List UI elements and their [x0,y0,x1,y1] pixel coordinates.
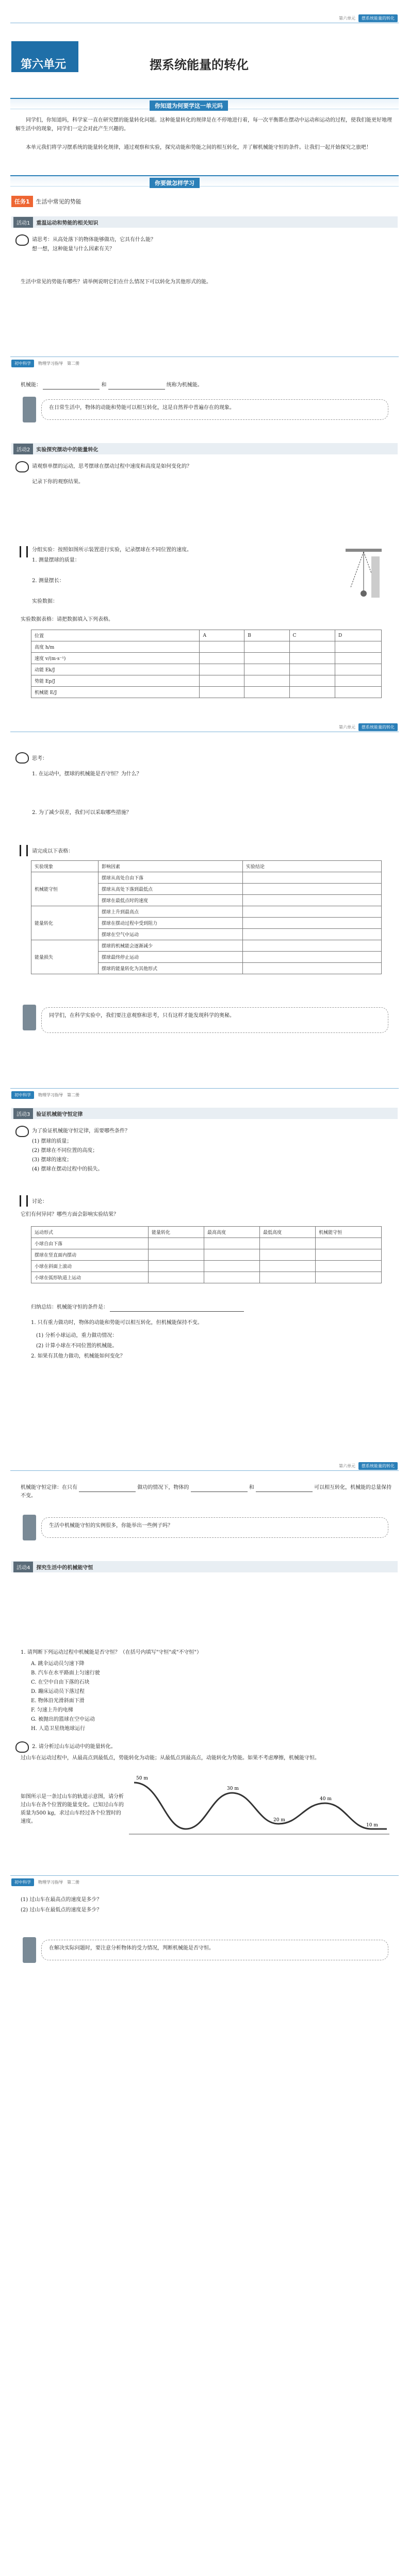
table-header: 影响因素 [99,861,243,872]
height-label: 50 m [136,1776,148,1781]
table-cell[interactable] [200,653,244,664]
table-cell[interactable] [335,641,382,653]
table-row [31,1249,382,1261]
table-cell: 摆球最终停止运动 [99,952,243,963]
think-icon [15,234,29,246]
table-cell[interactable] [260,1238,316,1249]
activity-bar [11,1108,398,1119]
table-cell: 摆球的能量转化为其他形式 [99,963,243,974]
table-cell[interactable] [200,687,244,698]
task-title: 生活中常见的势能 [36,198,81,205]
activity-number: 活动4 [13,1562,33,1572]
table-cell: 摆球在最低点时的速度 [99,895,243,906]
experiment-icon [20,1195,28,1207]
row-label: 摆球在竖直面内摆动 [31,1249,149,1261]
option-item: D. 蹦床运动员下落过程 [31,1689,85,1694]
table-cell: 摆球的机械能会逐渐减少 [99,940,243,952]
table-cell[interactable] [335,687,382,698]
fill-label: 和 [249,1485,254,1490]
option-item: C. 在空中自由下落的石块 [31,1680,90,1685]
blank-remaining-area [10,1973,399,2576]
table-cell[interactable] [335,675,382,687]
table-cell[interactable] [149,1238,204,1249]
subheader-mid: 物理学习指导 [38,1880,63,1885]
row-label: 机械能 E/J [31,687,200,698]
question-text: (1) 过山车在最高点的速度是多少？ [21,1897,102,1903]
table-cell[interactable] [243,884,382,895]
table-row [31,872,382,884]
table-header-row [31,861,382,872]
unit-label [11,41,78,72]
tip-book-icon [23,1937,36,1963]
table-cell[interactable] [244,641,289,653]
page-rule [10,1088,399,1089]
activity-title: 探究生活中的机械能守恒 [36,1565,93,1571]
blank[interactable] [108,384,165,389]
fill-blank-line [21,1484,392,1500]
row-label: 高度 h/m [31,641,200,653]
table-header: 最高高度 [204,1227,260,1238]
question-text: 1. 在运动中，摆球的机械能是否守恒？为什么？ [32,771,142,777]
question-text: 思考： [32,756,47,761]
tip-note: 在日常生活中，物体的动能和势能可以相互转化，这是自然界中普遍存在的现象。 [41,399,388,420]
question-text: 为了验证机械能守恒定律，需要哪些条件？ [32,1128,130,1134]
subheader-left: 初中科学 [11,1091,34,1099]
table-header-row [31,1227,382,1238]
option-item: F. 匀速上升的电梯 [31,1707,73,1713]
table-header: 实验结论 [243,861,382,872]
activity-title: 实验探究摆动中的能量转化 [36,447,99,453]
header-unit: 第六单元 [339,1464,355,1468]
fill-blank-line [21,381,203,389]
table-cell[interactable] [243,918,382,929]
subheader-left: 初中科学 [11,360,34,367]
question-text: (3) 摆球的速度； [32,1157,72,1163]
row-label: 动能 Ek/J [31,664,200,675]
activity-number: 活动1 [13,217,33,228]
question-text: 讨论： [32,1199,47,1205]
data-table-1 [31,630,382,698]
table-cell[interactable] [200,641,244,653]
fill-label: 可以相互转化，机械能的总量保持不变。 [21,1485,392,1499]
question-text: (1) 分析小球运动，重力做功情况： [36,1333,118,1338]
table-header: 最低高度 [260,1227,316,1238]
question-text: (2) 计算小球在不同位置的机械能。 [36,1343,118,1349]
question-text: 生活中常见的势能有哪些？请举例说明它们在什么情况下可以转化为其他形式的能。 [21,279,211,285]
summary-line [31,1303,244,1312]
table-cell[interactable] [204,1249,260,1261]
option-item: A. 跳伞运动员匀速下降 [31,1661,85,1667]
header-unit: 第六单元 [339,16,355,21]
activity-bar [11,443,398,454]
question-text: (4) 摆球在摆动过程中的损失。 [32,1166,103,1172]
pendulum-figure [340,546,387,603]
table-row [31,1238,382,1249]
table-cell[interactable] [260,1261,316,1272]
page-subheader [11,1091,79,1099]
subheader-mid: 物理学习指导 [38,1093,63,1097]
table-header: 机械能守恒 [316,1227,382,1238]
table-header-row [31,630,382,641]
table-cell[interactable] [204,1238,260,1249]
question-text: 2. 请分析过山车运动中的能量转化。 [32,1744,116,1750]
band-label: 你要做怎样学习 [150,178,200,188]
table-cell[interactable] [316,1261,382,1272]
question-text: 1. 请判断下列运动过程中机械能是否守恒？（在括号内填写"守恒"或"不守恒"） [21,1650,202,1655]
table-cell[interactable] [244,675,289,687]
table-cell[interactable] [200,664,244,675]
table-header: 能量转化 [149,1227,204,1238]
table-row [31,675,382,687]
table-header: 实验现象 [31,861,99,872]
question-text: 2. 为了减少误差，我们可以采取哪些措施？ [32,810,132,816]
row-label: 小球自由下落 [31,1238,149,1249]
height-label: 20 m [273,1818,285,1823]
tip-book-icon [23,397,36,422]
height-label: 30 m [227,1786,239,1791]
question-text: 2. 如果有其他力做功，机械能如何变化？ [31,1353,125,1359]
header-section: 摆系统能量的转化 [358,14,398,22]
experiment-icon [20,546,28,557]
table-cell: 摆球上升到最高点 [99,906,243,918]
table-row [31,906,382,918]
question-text: (1) 摆球的质量； [32,1139,72,1144]
tip-note: 生活中机械能守恒的实例很多，你能举出一些例子吗？ [41,1517,388,1538]
question-text: 1. 只有重力做功时，物体的动能和势能可以相互转化，但机械能保持不变。 [31,1320,203,1326]
table-cell[interactable] [289,687,335,698]
intro-paragraph: 同学们，你知道吗，科学家一直在研究摆的能量转化问题。这种能量转化的规律是在不停地进行着，每一次平衡都在摆动中运动和运动的过程，使我们能更好地理解生活中的现象，同学们一定会对此产生兴趣的。 [15,117,392,132]
table-row [31,1272,382,1283]
tip-book-icon [23,1515,36,1540]
activity-title: 验证机械能守恒定律 [36,1111,83,1117]
row-label: 势能 Ep/J [31,675,200,687]
activity-bar [11,1561,398,1572]
table-cell[interactable] [289,675,335,687]
group-label: 能量损失 [31,940,99,974]
table-cell[interactable] [149,1261,204,1272]
intro-paragraph-2: 本单元我们将学习摆系统的能量转化规律，通过观察和实验，探究动能和势能之间的相互转化，并了解机械能守恒的条件。让我们一起开始探究之旅吧！ [26,145,371,150]
table-cell[interactable] [243,952,382,963]
table-cell[interactable] [316,1238,382,1249]
row-label: 小球在斜面上滚动 [31,1261,149,1272]
band-label: 你知道为何要学这一单元吗 [150,100,228,111]
table-cell[interactable] [260,1272,316,1283]
header-section: 摆系统能量的转化 [358,723,398,731]
header-unit: 第六单元 [339,725,355,730]
group-label: 能量转化 [31,906,99,940]
table-cell[interactable] [204,1272,260,1283]
table-cell[interactable] [244,687,289,698]
think-icon [15,752,29,764]
page-header [339,14,398,22]
question-text: 请观察单摆的运动，思考摆球在摆动过程中速度和高度是如何变化的？ [32,464,192,469]
tip-note: 在解决实际问题时，要注意分析物体的受力情况，判断机械能是否守恒。 [41,1940,388,1960]
question-text: 过山车在运动过程中，从最高点到最低点，势能转化为动能；从最低点到最高点，动能转化为势能。如果不考虑摩擦，机械能守恒。 [21,1755,320,1761]
think-icon [15,1126,29,1137]
height-label: 10 m [366,1823,378,1828]
data-table-2 [31,860,382,974]
option-item: H. 人造卫星绕地球运行 [31,1726,86,1732]
subheader-left: 初中科学 [11,1878,34,1886]
table-row [31,641,382,653]
question-text: 它们有何异同？哪些方面会影响实验结果？ [21,1212,119,1217]
think-icon [15,1741,29,1753]
fill-label: 统称为机械能。 [166,382,203,388]
table-cell[interactable] [335,664,382,675]
table-cell[interactable] [243,895,382,906]
fill-label: 机械能： [21,382,41,388]
tip-book-icon [23,1005,36,1030]
page-header [339,723,398,731]
task-tag [11,196,81,207]
page-subheader [11,1878,79,1886]
subheader-right: 第二册 [67,361,79,366]
table-header: C [289,630,335,641]
subheader-mid: 物理学习指导 [38,361,63,366]
table-header: B [244,630,289,641]
unit-label-text: 第六单元 [21,58,67,71]
table-row [31,940,382,952]
table-row [31,1261,382,1272]
page-rule [10,1875,399,1876]
question-text: 想一想，这种能量与什么因素有关？ [32,246,114,252]
blank[interactable] [43,384,100,389]
table-cell: 摆球从高处自由下落 [99,872,243,884]
page-header [339,1462,398,1470]
table-cell: 摆球在摆动过程中受到阻力 [99,918,243,929]
table-header: D [335,630,382,641]
fill-label: 做功的情况下，物体的 [137,1485,189,1490]
blank[interactable] [256,1487,313,1492]
activity-number: 活动2 [13,444,33,454]
question-text: 记录下你的观察结果。 [32,479,84,485]
question-text: 2. 测量摆长： [32,578,64,584]
table-cell[interactable] [244,653,289,664]
table-header: 运动形式 [31,1227,149,1238]
data-table-3 [31,1226,382,1283]
roller-coaster-figure [129,1772,392,1839]
table-cell[interactable] [316,1249,382,1261]
table-cell: 摆球在空气中运动 [99,929,243,940]
table-cell[interactable] [243,906,382,918]
fill-label: 归纳总结：机械能守恒的条件是： [31,1304,108,1310]
group-label: 机械能守恒 [31,872,99,906]
question-text: 分组实验：按照如图所示装置进行实验，记录摆球在不同位置的速度。 [32,547,192,553]
table-cell[interactable] [289,664,335,675]
experiment-icon [20,845,28,856]
question-text: 请完成以下表格： [32,849,73,854]
question-text: 实验数据： [32,599,58,604]
table-row [31,687,382,698]
table-cell[interactable] [149,1249,204,1261]
question-text: (2) 摆球在不同位置的高度； [32,1148,98,1154]
table-cell[interactable] [204,1261,260,1272]
header-section: 摆系统能量的转化 [358,1462,398,1470]
activity-number: 活动3 [13,1108,33,1119]
page-subheader [11,360,79,367]
question-text: 请思考：从高处落下的物体能够做功，它具有什么能？ [32,237,156,243]
table-cell[interactable] [149,1272,204,1283]
table-cell[interactable] [244,664,289,675]
fill-label: 机械能守恒定律：在只有 [21,1485,77,1490]
table-cell[interactable] [316,1272,382,1283]
task-number: 任务1 [11,196,33,207]
question-text: (2) 过山车在最低点的速度是多少？ [21,1907,102,1913]
blank[interactable] [191,1487,248,1492]
option-item: E. 物体沿光滑斜面下滑 [31,1698,85,1704]
tip-note: 同学们，在科学实验中，我们要注意观察和思考，只有这样才能发现科学的奥秘。 [41,1007,388,1033]
table-cell[interactable] [260,1249,316,1261]
table-cell[interactable] [243,963,382,974]
subheader-right: 第二册 [67,1093,79,1097]
question-text: 1. 测量摆球的质量： [32,557,80,563]
table-cell[interactable] [289,653,335,664]
table-header: 位置 [31,630,200,641]
height-label: 40 m [320,1797,332,1802]
option-item: B. 汽车在水平路面上匀速行驶 [31,1670,100,1676]
row-label: 小球在弧形轨道上运动 [31,1272,149,1283]
fill-label: 和 [101,382,107,388]
subheader-right: 第二册 [67,1880,79,1885]
table-cell[interactable] [243,872,382,884]
table-cell[interactable] [243,929,382,940]
table-row [31,653,382,664]
table-cell: 摆球从高处下落到最低点 [99,884,243,895]
question-text: 实验数据表格：请把数据填入下列表格。 [21,617,113,622]
section-band-1 [10,98,399,109]
blank[interactable] [79,1487,136,1492]
think-icon [15,461,29,472]
table-cell[interactable] [289,641,335,653]
section-band-2 [10,175,399,187]
unit-title: 摆系统能量的转化 [150,58,249,72]
header-rule [10,1470,399,1471]
table-cell[interactable] [200,675,244,687]
option-item: G. 被抛出的篮球在空中运动 [31,1717,95,1722]
table-cell[interactable] [335,653,382,664]
blank[interactable] [110,1307,244,1312]
row-label: 速度 v/(m·s⁻¹) [31,653,200,664]
question-text: 如图所示是一条过山车的轨道示意图，请分析过山车在各个位置的能量变化。已知过山车的质量为500 kg，求过山车经过各个位置时的速度。 [21,1794,124,1824]
activity-bar [11,216,398,228]
activity-title: 重温运动和势能的相关知识 [36,220,99,226]
table-row [31,664,382,675]
table-header: A [200,630,244,641]
table-cell[interactable] [243,940,382,952]
